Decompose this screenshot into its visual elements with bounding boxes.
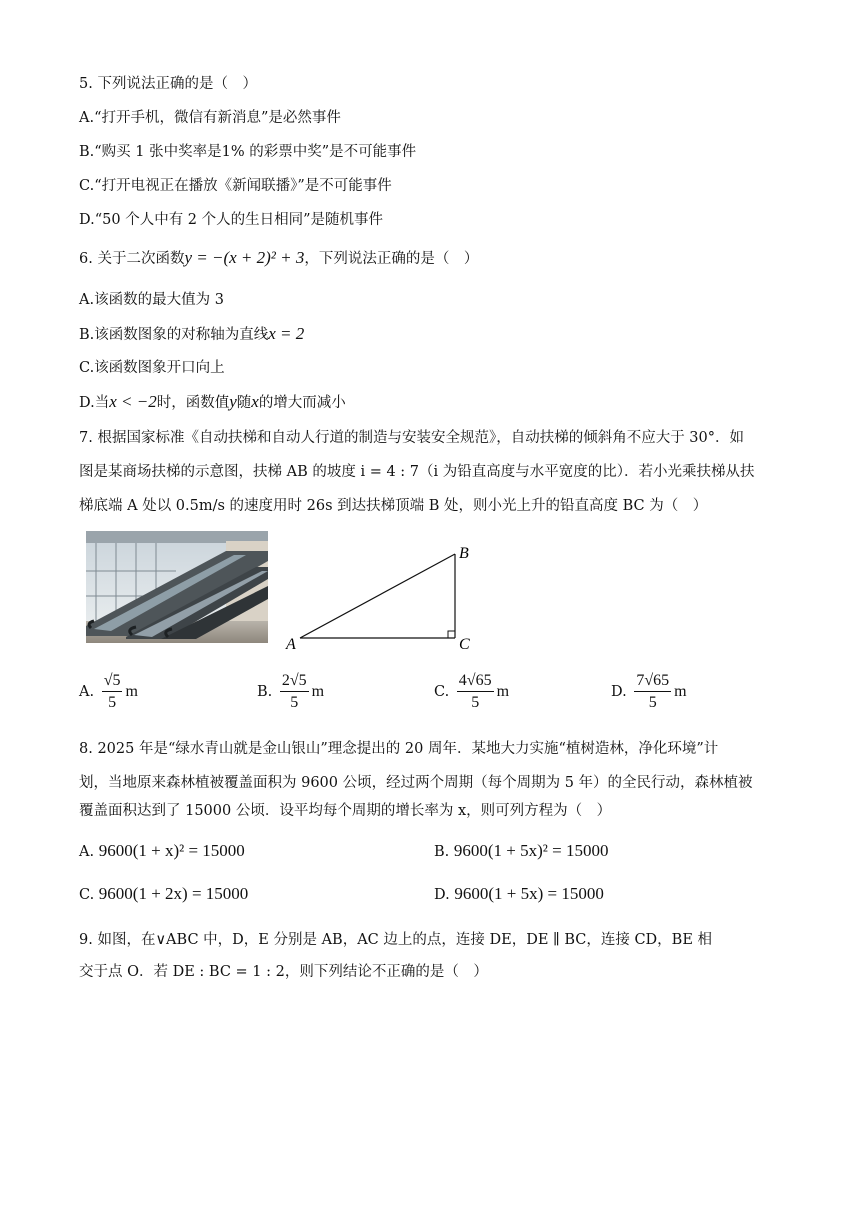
q6-formula: y = −(x + 2)² + 3 (184, 248, 305, 267)
q5-stem: 5. 下列说法正确的是（ ） (79, 76, 257, 92)
q5-option-b: B.“购买 1 张中奖率是1% 的彩票中奖”是不可能事件 (79, 144, 417, 160)
q7-stem-line2: 图是某商场扶梯的示意图，扶梯 AB 的坡度 i = 4 : 7（i 为铅直高度与水平宽度的比）．若小光乘扶梯从扶 (79, 464, 755, 480)
label-b: B (459, 545, 469, 562)
q7-option-a: A. $\frac{√5}{5}$ m (79, 672, 138, 711)
q5-option-d: D.“50 个人中有 2 个人的生日相同”是随机事件 (79, 212, 384, 228)
q9-stem-line1: 9. 如图，在∨ABC 中，D，E 分别是 AB，AC 边上的点，连接 DE，DE ∥ BC，连接 CD，BE 相 (79, 932, 713, 948)
q8-option-c: C. 9600(1 + 2x) = 15000 (79, 884, 249, 903)
q6-option-c: C.该函数图象开口向上 (79, 360, 225, 376)
q7-option-b: B. $\frac{2√5}{5}$ m (257, 672, 325, 711)
q8-stem-line1: 8. 2025 年是“绿水青山就是金山银山”理念提出的 20 周年．某地大力实施“植树造林，净化环境”计 (79, 741, 719, 757)
triangle-abc-diagram (280, 538, 480, 654)
q6-option-d: D.当x < −2时，函数值y随x的增大而减小 (79, 392, 346, 411)
label-a: A (286, 636, 296, 653)
q5-option-c: C.“打开电视正在播放《新闻联播》”是不可能事件 (79, 178, 392, 194)
q8-option-a: A. 9600(1 + x)² = 15000 (79, 841, 245, 860)
q5-option-a: A.“打开手机，微信有新消息”是必然事件 (79, 110, 341, 126)
q6-option-b: B.该函数图象的对称轴为直线x = 2 (79, 324, 305, 343)
q8-option-b: B. 9600(1 + 5x)² = 15000 (434, 841, 609, 860)
q7-option-c: C. $\frac{4√65}{5}$ m (434, 672, 510, 711)
q8-stem-line2: 划，当地原来森林植被覆盖面积为 9600 公顷，经过两个周期（每个周期为 5 年）的全民行动，森林植被 (79, 775, 753, 791)
label-c: C (459, 636, 470, 653)
escalator-photo (86, 531, 268, 643)
q7-option-d: D. $\frac{7√65}{5}$ m (611, 672, 687, 711)
q6-stem: 6. 关于二次函数y = −(x + 2)² + 3，下列说法正确的是（ ） (79, 248, 479, 267)
q8-option-d: D. 9600(1 + 5x) = 15000 (434, 884, 604, 903)
q9-stem-line2: 交于点 O．若 DE : BC = 1 : 2，则下列结论不正确的是（ ） (79, 964, 488, 980)
q7-stem-line3: 梯底端 A 处以 0.5m/s 的速度用时 26s 到达扶梯顶端 B 处，则小光上升的铅直高度 BC 为（ ） (79, 498, 708, 514)
q8-stem-line3: 覆盖面积达到了 15000 公顷．设平均每个周期的增长率为 x，则可列方程为（ ） (79, 803, 612, 819)
q7-stem-line1: 7. 根据国家标准《自动扶梯和自动人行道的制造与安装安全规范》，自动扶梯的倾斜角不应大于 30°．如 (79, 430, 744, 446)
q6-option-a: A.该函数的最大值为 3 (79, 292, 224, 308)
